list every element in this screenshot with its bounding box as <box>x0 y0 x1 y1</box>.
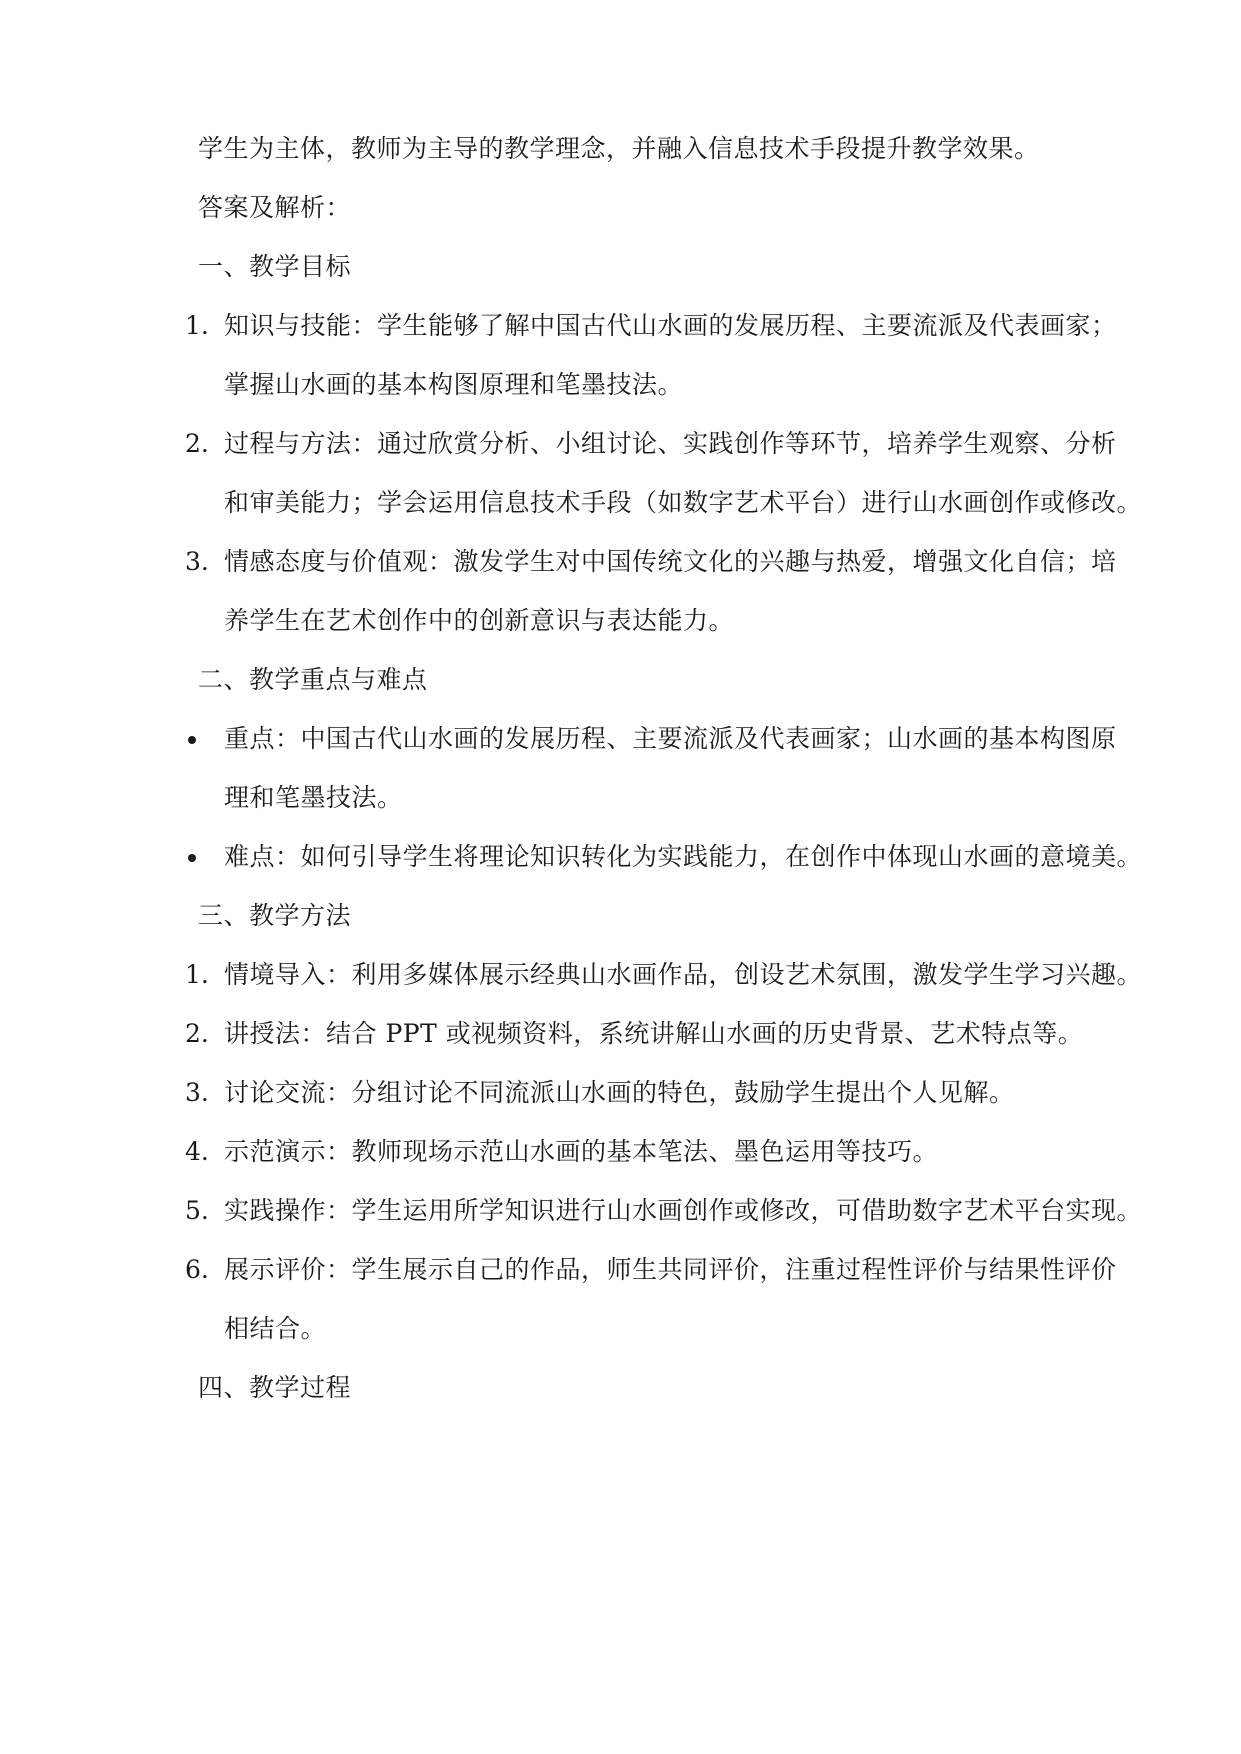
section4-heading: 四、教学过程 <box>198 1373 352 1402</box>
bullet-icon <box>188 736 196 744</box>
section3-item1-line1: 情境导入：利用多媒体展示经典山水画作品，创设艺术氛围，激发学生学习兴趣。 <box>224 960 1143 989</box>
section3-item6-line2: 相结合。 <box>224 1314 327 1343</box>
section1-item2-line1: 过程与方法：通过欣赏分析、小组讨论、实践创作等环节，培养学生观察、分析 <box>224 429 1117 458</box>
section3-item6-number: 6. <box>185 1255 209 1284</box>
section1-item3-number: 3. <box>185 547 209 576</box>
section1-item2-line2: 和审美能力；学会运用信息技术手段（如数字艺术平台）进行山水画创作或修改。 <box>224 488 1143 517</box>
section3-item3-line1: 讨论交流：分组讨论不同流派山水画的特色，鼓励学生提出个人见解。 <box>224 1078 1015 1107</box>
answer-heading: 答案及解析： <box>198 193 352 222</box>
section2-heading: 二、教学重点与难点 <box>198 665 428 694</box>
section3-item4-number: 4. <box>185 1137 209 1166</box>
section3-heading: 三、教学方法 <box>198 901 352 930</box>
bullet-icon <box>188 854 196 862</box>
section3-item5-number: 5. <box>185 1196 209 1225</box>
section2-item2-line1: 难点：如何引导学生将理论知识转化为实践能力，在创作中体现山水画的意境美。 <box>224 842 1143 871</box>
section3-item2-number: 2. <box>185 1019 209 1048</box>
section1-item1-line2: 掌握山水画的基本构图原理和笔墨技法。 <box>224 370 684 399</box>
section2-item1-line1: 重点：中国古代山水画的发展历程、主要流派及代表画家；山水画的基本构图原 <box>224 724 1117 753</box>
section1-item1-number: 1. <box>185 311 209 340</box>
section3-item1-number: 1. <box>185 960 209 989</box>
section1-item3-line1: 情感态度与价值观：激发学生对中国传统文化的兴趣与热爱，增强文化自信；培 <box>224 547 1117 576</box>
section3-item5-line1: 实践操作：学生运用所学知识进行山水画创作或修改，可借助数字艺术平台实现。 <box>224 1196 1143 1225</box>
section3-item6-line1: 展示评价：学生展示自己的作品，师生共同评价，注重过程性评价与结果性评价 <box>224 1255 1117 1284</box>
intro-line: 学生为主体，教师为主导的教学理念，并融入信息技术手段提升教学效果。 <box>198 134 1040 163</box>
section3-item4-line1: 示范演示：教师现场示范山水画的基本笔法、墨色运用等技巧。 <box>224 1137 939 1166</box>
section3-item3-number: 3. <box>185 1078 209 1107</box>
section3-item2-line1: 讲授法：结合 PPT 或视频资料，系统讲解山水画的历史背景、艺术特点等。 <box>224 1019 1084 1048</box>
section1-item2-number: 2. <box>185 429 209 458</box>
section1-item3-line2: 养学生在艺术创作中的创新意识与表达能力。 <box>224 606 735 635</box>
section2-item1-line2: 理和笔墨技法。 <box>224 783 403 812</box>
section1-item1-line1: 知识与技能：学生能够了解中国古代山水画的发展历程、主要流派及代表画家； <box>224 311 1117 340</box>
section1-heading: 一、教学目标 <box>198 252 352 281</box>
